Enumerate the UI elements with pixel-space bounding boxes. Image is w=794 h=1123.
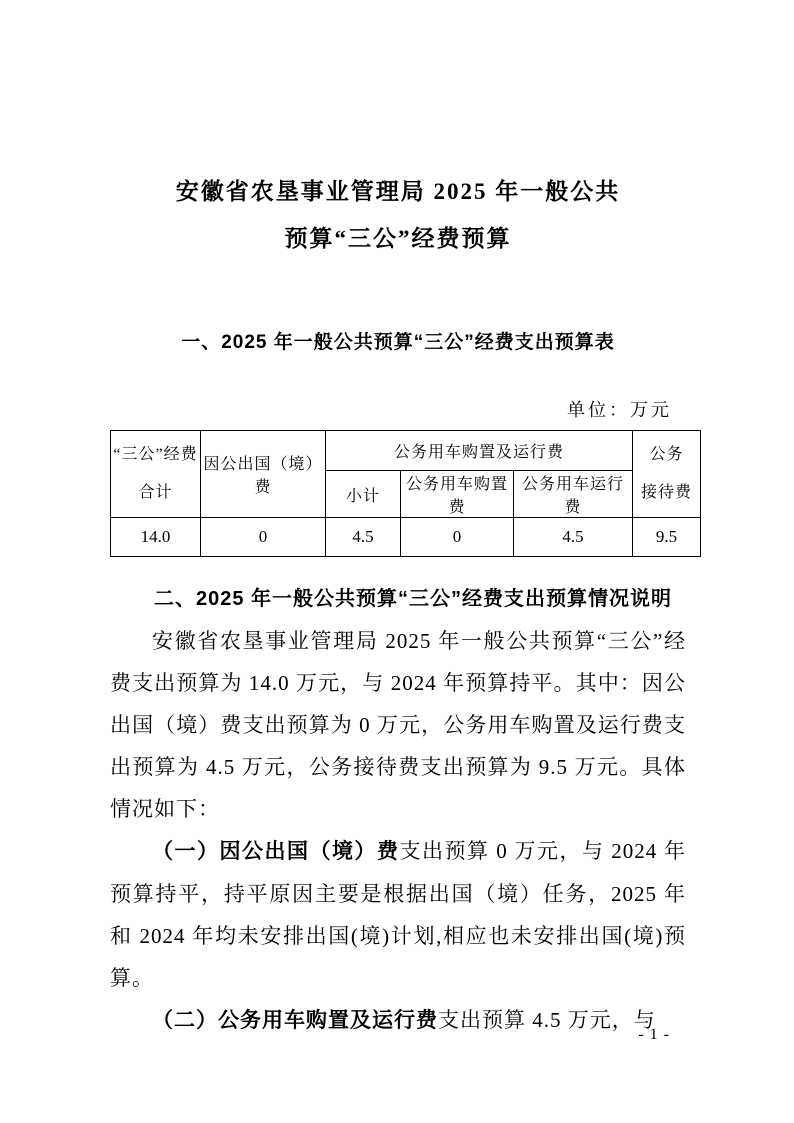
value-abroad: 0 <box>201 518 326 557</box>
value-vehicle-purchase: 0 <box>401 518 514 557</box>
paragraph-item1 <box>110 830 686 999</box>
page-number: - 1 - <box>638 1026 670 1043</box>
value-reception: 9.5 <box>633 518 701 557</box>
paragraph-item2 <box>110 999 686 1042</box>
header-sangong-line2: 合计 <box>138 484 173 501</box>
header-cell-vehicle-group: 公务用车购置及运行费 <box>326 431 633 471</box>
value-vehicle-subtotal: 4.5 <box>326 518 401 557</box>
header-sangong-line1: “三公”经费 <box>113 446 198 463</box>
document-title-line2: 预算“三公”经费预算 <box>284 226 512 251</box>
document-title-line1: 安徽省农垦事业管理局 2025 年一般公共 <box>175 179 621 204</box>
paragraph-item1-lead: （一）因公出国（境）费 <box>152 840 400 863</box>
header-cell-vehicle-operation: 公务用车运行费 <box>514 471 633 518</box>
table-data-row <box>111 518 701 557</box>
header-reception-line2: 接待费 <box>641 484 693 501</box>
document-title <box>110 168 686 262</box>
header-cell-abroad: 因公出国（境）费 <box>201 431 326 518</box>
section1-heading: 一、2025 年一般公共预算“三公”经费支出预算表 <box>181 332 615 353</box>
section2-heading: 二、2025 年一般公共预算“三公”经费支出预算情况说明 <box>154 588 673 610</box>
value-sangong-total: 14.0 <box>111 518 201 557</box>
value-vehicle-operation: 4.5 <box>514 518 633 557</box>
section2-body <box>110 620 686 1042</box>
header-cell-vehicle-purchase: 公务用车购置费 <box>401 471 514 518</box>
table-unit-label: 单位：万元 <box>567 400 672 420</box>
header-reception-line1: 公务 <box>649 446 684 463</box>
header-cell-vehicle-subtotal: 小计 <box>326 471 401 518</box>
paragraph-overview: 安徽省农垦事业管理局 2025 年一般公共预算“三公”经费支出预算为 14.0 万元，与 2024 年预算持平。其中：因公出国（境）费支出预算为 0 万元，公务用车购置及运行费支出预算为 4.5 万元，公务接待费支出预算为 9.5 万元。具体情况如下： <box>110 629 686 821</box>
paragraph-item2-lead: （二）公务用车购置及运行费 <box>152 1009 438 1032</box>
paragraph-item1-text: 支出预算 0 万元，与 2024 年预算持平，持平原因主要是根据出国（境）任务，2025 年和 2024 年均未安排出国(境)计划,相应也未安排出国(境)预算。 <box>110 839 686 990</box>
paragraph-item2-text: 支出预算 4.5 万元，与 <box>438 1008 656 1032</box>
header-cell-reception <box>633 431 701 518</box>
table-header-row-1 <box>111 431 701 471</box>
header-cell-sangong-total <box>111 431 201 518</box>
budget-table <box>110 430 701 557</box>
